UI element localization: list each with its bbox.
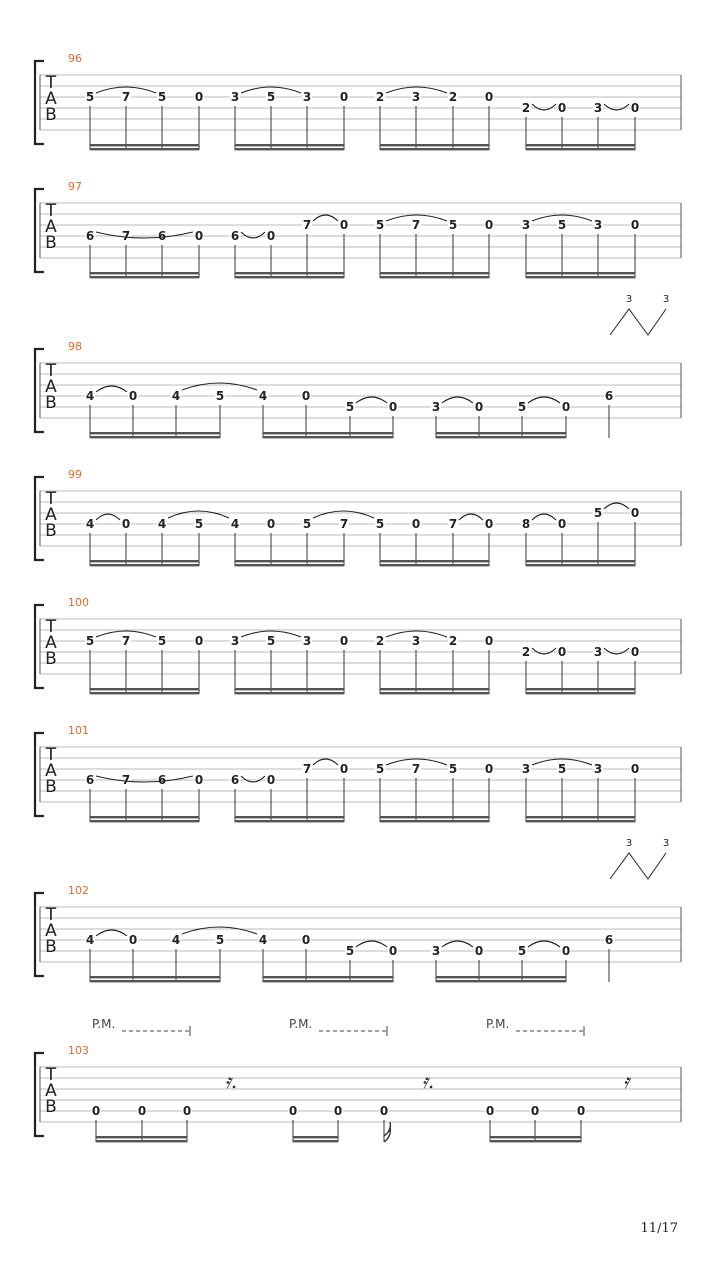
beam [90, 692, 199, 694]
tuplet-marks [610, 309, 666, 335]
fret-number: 0 [474, 944, 484, 958]
fret-number: 0 [484, 634, 494, 648]
fret-number: 0 [266, 517, 276, 531]
measure-number: 100 [68, 596, 89, 609]
beam [526, 144, 635, 146]
beam [235, 272, 344, 274]
slur [532, 648, 556, 654]
beat-group [85, 930, 225, 982]
fret-number: 0 [91, 1104, 101, 1118]
beam [90, 560, 199, 562]
fret-number: 3 [593, 218, 603, 232]
beam [526, 272, 635, 274]
beam [263, 976, 393, 978]
beam [90, 564, 199, 566]
beam [380, 272, 489, 274]
fret-number: 0 [388, 944, 398, 958]
fret-number: 4 [85, 517, 95, 531]
beam [96, 1140, 187, 1142]
fret-number: 0 [339, 218, 349, 232]
fret-number: 2 [375, 90, 385, 104]
fret-number: 7 [448, 517, 458, 531]
tab-letter-a: A [45, 89, 57, 109]
fret-number: 0 [484, 218, 494, 232]
fret-number: 0 [266, 773, 276, 787]
tab-letter-b: B [45, 1097, 57, 1117]
tab-letter-t: T [45, 489, 57, 509]
slur [313, 215, 338, 221]
beam [235, 820, 344, 822]
fret-number: 6 [230, 773, 240, 787]
tab-letter-a: A [45, 377, 57, 397]
fret-number: 0 [333, 1104, 343, 1118]
fret-number: 5 [215, 933, 225, 947]
beam [380, 148, 489, 150]
fret-number: 0 [301, 933, 311, 947]
beat-group [85, 514, 204, 566]
tab-system-102 [35, 838, 681, 982]
slur [96, 386, 127, 392]
fret-number: 0 [301, 389, 311, 403]
fret-number: 5 [266, 634, 276, 648]
fret-number: 5 [85, 90, 95, 104]
measure-number: 99 [68, 468, 82, 481]
beam [90, 436, 220, 438]
tab-letter-b: B [45, 777, 57, 797]
slur [356, 397, 387, 403]
beam [235, 144, 344, 146]
palm-mute-label: P.M. [486, 1017, 510, 1031]
beam [90, 688, 199, 690]
fret-number: 6 [85, 773, 95, 787]
tuplet-marks [610, 853, 666, 879]
fret-number: 2 [448, 90, 458, 104]
fret-number: 3 [521, 762, 531, 776]
fret-number: 0 [484, 90, 494, 104]
fret-number: 0 [484, 762, 494, 776]
tab-system-101 [35, 724, 681, 822]
tab-system-99 [35, 468, 681, 566]
beam [90, 816, 199, 818]
fret-number: 0 [128, 389, 138, 403]
fret-number: 0 [474, 400, 484, 414]
fret-number: 4 [171, 389, 181, 403]
slur [96, 514, 120, 520]
fret-number: 3 [230, 634, 240, 648]
fret-number: 3 [593, 645, 603, 659]
fret-number: 0 [339, 762, 349, 776]
beat-group [85, 386, 225, 438]
beam [293, 1140, 338, 1142]
fret-number: 5 [157, 90, 167, 104]
beam [380, 816, 489, 818]
slur [528, 941, 560, 947]
beam [263, 980, 393, 982]
beat-group [288, 1069, 434, 1142]
beam [436, 980, 566, 982]
fret-number: 7 [121, 773, 131, 787]
fret-number: 2 [375, 634, 385, 648]
beam [90, 980, 220, 982]
fret-number: 5 [345, 944, 355, 958]
beam [526, 276, 635, 278]
beam [436, 976, 566, 978]
beam [380, 692, 489, 694]
tab-letter-t: T [45, 201, 57, 221]
fret-number: 7 [121, 90, 131, 104]
fret-number: 3 [593, 762, 603, 776]
fret-number: 5 [517, 400, 527, 414]
fret-number: 0 [194, 229, 204, 243]
slur [313, 759, 338, 765]
fret-number: 2 [448, 634, 458, 648]
note-flag [384, 1122, 390, 1142]
palm-mute-label: P.M. [289, 1017, 313, 1031]
fret-number: 3 [230, 90, 240, 104]
beam [90, 148, 199, 150]
fret-number: 7 [411, 218, 421, 232]
tab-letter-a: A [45, 761, 57, 781]
fret-number: 0 [630, 506, 640, 520]
tab-letter-t: T [45, 1065, 57, 1085]
beam [235, 560, 344, 562]
fret-number: 0 [194, 634, 204, 648]
palm-mute-label: P.M. [92, 1017, 116, 1031]
beam [380, 688, 489, 690]
beam [90, 272, 199, 274]
fret-number: 4 [157, 517, 167, 531]
slur [442, 941, 473, 947]
tuplet-number: 3 [662, 838, 670, 849]
tab-letter-a: A [45, 921, 57, 941]
fret-number: 8 [521, 517, 531, 531]
fret-number: 6 [85, 229, 95, 243]
rest-symbol: 𝄿. [224, 1069, 238, 1093]
page-number: 11/17 [640, 1221, 678, 1236]
fret-number: 0 [121, 517, 131, 531]
measure-number: 98 [68, 340, 82, 353]
fret-number: 5 [375, 762, 385, 776]
fret-number: 7 [121, 634, 131, 648]
beat-group [485, 1069, 632, 1142]
tab-letter-a: A [45, 217, 57, 237]
fret-number: 7 [339, 517, 349, 531]
fret-number: 7 [302, 218, 312, 232]
beam [90, 820, 199, 822]
fret-number: 0 [630, 218, 640, 232]
beam [380, 276, 489, 278]
beam [436, 436, 566, 438]
fret-number: 5 [557, 762, 567, 776]
beam [90, 144, 199, 146]
slur [604, 648, 629, 654]
beam [526, 564, 635, 566]
slur [241, 776, 265, 782]
fret-number: 0 [630, 762, 640, 776]
slur [532, 104, 556, 110]
tab-letter-a: A [45, 633, 57, 653]
beam [490, 1140, 581, 1142]
fret-number: 7 [302, 762, 312, 776]
rest-symbol: 𝄿. [421, 1069, 435, 1093]
fret-number: 4 [230, 517, 240, 531]
slur [459, 514, 483, 520]
fret-number: 3 [302, 634, 312, 648]
tab-letter-b: B [45, 649, 57, 669]
fret-number: 0 [561, 400, 571, 414]
fret-number: 0 [485, 1104, 495, 1118]
tab-letter-t: T [45, 905, 57, 925]
fret-number: 5 [194, 517, 204, 531]
fret-number: 4 [258, 389, 268, 403]
fret-number: 0 [530, 1104, 540, 1118]
beam [263, 436, 393, 438]
beam [235, 692, 344, 694]
fret-number: 0 [484, 517, 494, 531]
fret-number: 0 [137, 1104, 147, 1118]
fret-number: 4 [171, 933, 181, 947]
beam [380, 560, 489, 562]
fret-number: 3 [411, 90, 421, 104]
measure-number: 103 [68, 1044, 89, 1057]
fret-number: 0 [379, 1104, 389, 1118]
tab-letter-t: T [45, 617, 57, 637]
beam [490, 1136, 581, 1138]
slur [442, 397, 473, 403]
tuplet-number: 3 [662, 294, 670, 305]
beam [380, 564, 489, 566]
fret-number: 7 [411, 762, 421, 776]
beam [526, 560, 635, 562]
fret-number: 2 [521, 645, 531, 659]
slur [96, 930, 127, 936]
fret-number: 5 [215, 389, 225, 403]
fret-number: 5 [557, 218, 567, 232]
beam [380, 820, 489, 822]
fret-number: 2 [521, 101, 531, 115]
fret-number: 0 [266, 229, 276, 243]
fret-number: 0 [630, 101, 640, 115]
fret-number: 0 [388, 400, 398, 414]
measure-number: 96 [68, 52, 82, 65]
fret-number: 0 [576, 1104, 586, 1118]
tab-system-100 [35, 596, 681, 694]
beam [90, 432, 220, 434]
fret-number: 3 [431, 944, 441, 958]
rest-symbol: 𝄿 [622, 1069, 630, 1093]
beam [90, 976, 220, 978]
fret-number: 5 [375, 517, 385, 531]
fret-number: 5 [517, 944, 527, 958]
beam [235, 688, 344, 690]
fret-number: 0 [557, 517, 567, 531]
fret-number: 5 [448, 218, 458, 232]
beam [90, 276, 199, 278]
tab-letter-t: T [45, 73, 57, 93]
fret-number: 5 [85, 634, 95, 648]
slur [241, 232, 265, 238]
beam [526, 148, 635, 150]
beat-group [604, 933, 614, 982]
slur [532, 514, 556, 520]
fret-number: 5 [448, 762, 458, 776]
fret-number: 6 [604, 389, 614, 403]
tab-letter-b: B [45, 233, 57, 253]
fret-number: 0 [339, 90, 349, 104]
fret-number: 0 [411, 517, 421, 531]
fret-number: 0 [182, 1104, 192, 1118]
fret-number: 0 [288, 1104, 298, 1118]
tab-letter-b: B [45, 521, 57, 541]
measure-number: 97 [68, 180, 82, 193]
beam [235, 276, 344, 278]
slur [96, 776, 193, 782]
tab-system-96 [35, 52, 681, 150]
fret-number: 3 [593, 101, 603, 115]
fret-number: 0 [128, 933, 138, 947]
fret-number: 0 [557, 101, 567, 115]
fret-number: 5 [593, 506, 603, 520]
fret-number: 5 [157, 634, 167, 648]
beam [526, 816, 635, 818]
fret-number: 0 [339, 634, 349, 648]
fret-number: 0 [194, 90, 204, 104]
tuplet-number: 3 [625, 838, 633, 849]
beam [436, 432, 566, 434]
tab-letter-b: B [45, 393, 57, 413]
beat-group [604, 389, 614, 438]
tab-letter-a: A [45, 505, 57, 525]
fret-number: 7 [121, 229, 131, 243]
beam [526, 820, 635, 822]
fret-number: 0 [557, 645, 567, 659]
beam [235, 816, 344, 818]
beam [235, 564, 344, 566]
tab-system-97 [35, 180, 681, 278]
slur [528, 397, 560, 403]
fret-number: 4 [85, 933, 95, 947]
tab-letter-a: A [45, 1081, 57, 1101]
beam [380, 144, 489, 146]
fret-number: 3 [431, 400, 441, 414]
measure-number: 101 [68, 724, 89, 737]
fret-number: 6 [157, 773, 167, 787]
slur [356, 941, 387, 947]
fret-number: 4 [258, 933, 268, 947]
fret-number: 0 [194, 773, 204, 787]
fret-number: 0 [561, 944, 571, 958]
fret-number: 3 [521, 218, 531, 232]
beam [96, 1136, 187, 1138]
tab-letter-t: T [45, 745, 57, 765]
tab-letter-t: T [45, 361, 57, 381]
fret-number: 4 [85, 389, 95, 403]
tab-letter-b: B [45, 937, 57, 957]
slur [604, 104, 629, 110]
beam [526, 692, 635, 694]
fret-number: 6 [157, 229, 167, 243]
fret-number: 5 [266, 90, 276, 104]
fret-number: 3 [302, 90, 312, 104]
fret-number: 5 [345, 400, 355, 414]
tuplet-number: 3 [625, 294, 633, 305]
measure-number: 102 [68, 884, 89, 897]
beam [235, 148, 344, 150]
tab-system-98 [35, 294, 681, 438]
fret-number: 6 [230, 229, 240, 243]
beam [263, 432, 393, 434]
fret-number: 5 [375, 218, 385, 232]
beam [526, 688, 635, 690]
fret-number: 5 [302, 517, 312, 531]
tab-letter-b: B [45, 105, 57, 125]
slur [604, 503, 629, 509]
tab-system-103 [35, 1017, 681, 1142]
beat-group [375, 514, 494, 566]
beat-group [91, 1069, 237, 1142]
fret-number: 6 [604, 933, 614, 947]
slur [96, 232, 193, 238]
beam [293, 1136, 338, 1138]
fret-number: 0 [630, 645, 640, 659]
fret-number: 3 [411, 634, 421, 648]
